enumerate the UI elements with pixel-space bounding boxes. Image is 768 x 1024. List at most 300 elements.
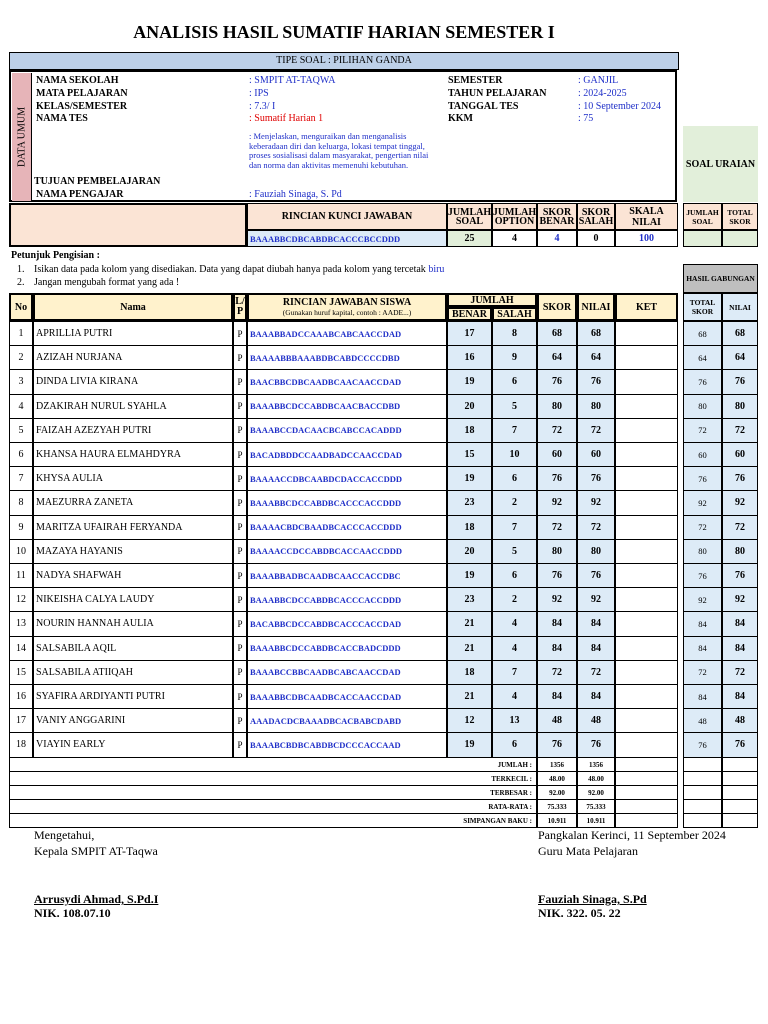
tanggal-label: TANGGAL TES	[448, 101, 519, 112]
cell-salah: 7	[492, 660, 537, 685]
cell-g-total: 72	[683, 660, 722, 685]
stat-label: TERBESAR :	[9, 785, 537, 800]
th-nama: Nama	[33, 293, 233, 321]
stat-g-total	[683, 757, 722, 772]
cell-no: 8	[9, 490, 33, 515]
cell-benar: 19	[447, 563, 492, 588]
cell-benar: 19	[447, 466, 492, 491]
stat-skor: 75.333	[537, 799, 577, 814]
tipe-soal-banner: TIPE SOAL : PILIHAN GANDA	[9, 52, 679, 70]
cell-skor: 80	[537, 539, 577, 564]
semester-label: SEMESTER	[448, 75, 503, 86]
cell-nilai: 92	[577, 587, 615, 612]
th-jumlah: JUMLAH	[447, 293, 537, 307]
cell-nilai: 84	[577, 611, 615, 636]
cell-skor: 72	[537, 515, 577, 540]
cell-nilai: 76	[577, 369, 615, 394]
cell-jawaban[interactable]: BAAABBCDCCABDBCAACBACCDBD	[247, 394, 447, 419]
cell-nama[interactable]: MAZAYA HAYANIS	[33, 539, 233, 564]
stat-ket	[615, 771, 678, 786]
cell-lp[interactable]: P	[233, 587, 247, 612]
cell-g-nilai: 76	[722, 732, 758, 757]
cell-nama[interactable]: NIKEISHA CALYA LAUDY	[33, 587, 233, 612]
cell-jawaban[interactable]: BAAABBADCCAAABCABCAACCDAD	[247, 321, 447, 346]
cell-benar: 20	[447, 539, 492, 564]
cell-benar: 21	[447, 636, 492, 661]
cell-salah: 13	[492, 708, 537, 733]
cell-benar: 18	[447, 660, 492, 685]
cell-lp[interactable]: P	[233, 611, 247, 636]
cell-benar: 17	[447, 321, 492, 346]
cell-g-nilai: 68	[722, 321, 758, 346]
cell-nilai: 68	[577, 321, 615, 346]
cell-no: 4	[9, 394, 33, 419]
semester-value[interactable]: : GANJIL	[578, 75, 619, 86]
stat-g-total	[683, 813, 722, 828]
cell-jawaban[interactable]: BAAAACBDCBAADBCACCCACCDDD	[247, 515, 447, 540]
cell-no: 18	[9, 732, 33, 757]
cell-nilai: 72	[577, 515, 615, 540]
h-jumlah-option: JUMLAH OPTION	[492, 203, 537, 230]
cell-benar: 16	[447, 345, 492, 370]
stat-g-nilai	[722, 785, 758, 800]
cell-nama[interactable]: AZIZAH NURJANA	[33, 345, 233, 370]
cell-g-total: 92	[683, 587, 722, 612]
stat-g-nilai	[722, 757, 758, 772]
th-lp: L/ P	[233, 293, 247, 321]
h-skala-nilai: SKALA NILAI	[615, 203, 678, 230]
cell-no: 17	[9, 708, 33, 733]
nama-tes-value[interactable]: : Sumatif Harian 1	[249, 113, 324, 124]
cell-salah: 8	[492, 321, 537, 346]
cell-benar: 18	[447, 515, 492, 540]
cell-benar: 21	[447, 611, 492, 636]
cell-no: 3	[9, 369, 33, 394]
cell-g-nilai: 84	[722, 611, 758, 636]
cell-nama[interactable]: VIAYIN EARLY	[33, 732, 233, 757]
cell-nilai: 80	[577, 539, 615, 564]
cell-ket[interactable]	[615, 442, 678, 467]
cell-g-nilai: 76	[722, 466, 758, 491]
soal-uraian-label: SOAL URAIAN	[683, 126, 758, 202]
cell-ket[interactable]	[615, 466, 678, 491]
cell-skor: 64	[537, 345, 577, 370]
cell-skor: 92	[537, 490, 577, 515]
kunci-spacer	[9, 203, 247, 247]
cell-ket[interactable]	[615, 369, 678, 394]
cell-lp[interactable]: P	[233, 466, 247, 491]
cell-skor: 92	[537, 587, 577, 612]
uraian-h-jumlah-soal: JUMLAH SOAL	[683, 203, 722, 230]
petunjuk-1	[34, 264, 444, 275]
cell-nama[interactable]: SALSABILA ATIIQAH	[33, 660, 233, 685]
sig-right-line2: Guru Mata Pelajaran	[538, 844, 638, 858]
stat-label: TERKECIL :	[9, 771, 537, 786]
cell-nama[interactable]: SALSABILA AQIL	[33, 636, 233, 661]
sig-left-name: Arrusydi Ahmad, S.Pd.I	[34, 892, 159, 906]
petunjuk-1-blue: biru	[428, 264, 445, 275]
cell-lp[interactable]: P	[233, 369, 247, 394]
pengajar-label: NAMA PENGAJAR	[36, 189, 124, 200]
cell-nilai: 76	[577, 466, 615, 491]
cell-benar: 21	[447, 684, 492, 709]
cell-g-nilai: 84	[722, 684, 758, 709]
sig-left-nik: NIK. 108.07.10	[34, 906, 111, 920]
cell-ket[interactable]	[615, 321, 678, 346]
cell-jawaban[interactable]: BAAABCBDBCABDBCDCCCACCAAD	[247, 732, 447, 757]
th-rincian-title: RINCIAN JAWABAN SISWA	[282, 297, 412, 308]
petunjuk-2-text: Jangan mengubah format yang ada !	[34, 277, 180, 288]
cell-benar: 19	[447, 369, 492, 394]
cell-skor: 68	[537, 321, 577, 346]
cell-no: 10	[9, 539, 33, 564]
cell-ket[interactable]	[615, 490, 678, 515]
stat-ket	[615, 785, 678, 800]
cell-nilai: 48	[577, 708, 615, 733]
th-g-total-skor: TOTAL SKOR	[683, 293, 722, 321]
cell-lp[interactable]: P	[233, 490, 247, 515]
cell-jawaban[interactable]: BAAABCCBBCAADBCABCAACCDAD	[247, 660, 447, 685]
cell-no: 16	[9, 684, 33, 709]
uraian-h-total-skor: TOTAL SKOR	[722, 203, 758, 230]
cell-lp[interactable]: P	[233, 394, 247, 419]
cell-skor: 72	[537, 660, 577, 685]
cell-salah: 4	[492, 611, 537, 636]
hasil-gabungan-label: HASIL GABUNGAN	[683, 264, 758, 293]
cell-salah: 9	[492, 345, 537, 370]
th-g-nilai: NILAI	[722, 293, 758, 321]
cell-lp[interactable]: P	[233, 563, 247, 588]
cell-ket[interactable]	[615, 636, 678, 661]
jumlah-soal-value: 25	[447, 230, 492, 247]
kkm-value[interactable]: : 75	[578, 113, 594, 124]
cell-lp[interactable]: P	[233, 321, 247, 346]
cell-salah: 6	[492, 732, 537, 757]
data-umum-sidebar	[12, 73, 32, 201]
sig-right-name: Fauziah Sinaga, S.Pd	[538, 892, 647, 906]
cell-lp[interactable]: P	[233, 732, 247, 757]
cell-nama[interactable]: KHANSA HAURA ELMAHDYRA	[33, 442, 233, 467]
cell-jawaban[interactable]: BAAABBCDCCABDBCACCBADCDDD	[247, 636, 447, 661]
cell-ket[interactable]	[615, 708, 678, 733]
cell-no: 6	[9, 442, 33, 467]
cell-benar: 15	[447, 442, 492, 467]
tahun-label: TAHUN PELAJARAN	[448, 88, 547, 99]
stat-ket	[615, 757, 678, 772]
tanggal-value[interactable]: : 10 September 2024	[578, 101, 662, 112]
cell-nilai: 92	[577, 490, 615, 515]
cell-nama[interactable]: VANIY ANGGARINI	[33, 708, 233, 733]
th-rincian	[247, 293, 447, 321]
stat-label: RATA-RATA :	[9, 799, 537, 814]
cell-nama[interactable]: MARITZA UFAIRAH FERYANDA	[33, 515, 233, 540]
cell-g-nilai: 92	[722, 587, 758, 612]
stat-g-total	[683, 771, 722, 786]
cell-g-total: 64	[683, 345, 722, 370]
stat-skor: 10.911	[537, 813, 577, 828]
cell-nama[interactable]: DINDA LIVIA KIRANA	[33, 369, 233, 394]
cell-skor: 76	[537, 732, 577, 757]
cell-g-nilai: 76	[722, 563, 758, 588]
sig-left-line1: Mengetahui,	[34, 828, 95, 842]
stat-g-total	[683, 785, 722, 800]
sig-right-nik: NIK. 322. 05. 22	[538, 906, 621, 920]
kunci-label: RINCIAN KUNCI JAWABAN	[247, 203, 447, 230]
cell-ket[interactable]	[615, 515, 678, 540]
uraian-total-skor-input[interactable]	[722, 230, 758, 247]
sig-right-line1: Pangkalan Kerinci, 11 September 2024	[538, 828, 726, 842]
cell-benar: 23	[447, 490, 492, 515]
stat-nilai: 10.911	[577, 813, 615, 828]
cell-g-nilai: 80	[722, 394, 758, 419]
cell-skor: 48	[537, 708, 577, 733]
th-skor: SKOR	[537, 293, 577, 321]
kelas-value[interactable]: : 7.3/ I	[249, 101, 276, 112]
cell-g-total: 60	[683, 442, 722, 467]
cell-benar: 18	[447, 418, 492, 443]
cell-ket[interactable]	[615, 345, 678, 370]
th-rincian-sub: (Gunakan huruf kapital, contoh : AADE...)	[282, 308, 412, 317]
cell-jawaban[interactable]: BACABBCDCCABDBCACCCACCDAD	[247, 611, 447, 636]
cell-salah: 2	[492, 587, 537, 612]
cell-no: 12	[9, 587, 33, 612]
cell-g-total: 48	[683, 708, 722, 733]
cell-no: 11	[9, 563, 33, 588]
th-no: No	[9, 293, 33, 321]
cell-salah: 2	[492, 490, 537, 515]
cell-lp[interactable]: P	[233, 660, 247, 685]
cell-nama[interactable]: MAEZURRA ZANETA	[33, 490, 233, 515]
cell-no: 15	[9, 660, 33, 685]
cell-skor: 84	[537, 684, 577, 709]
stat-nilai: 1356	[577, 757, 615, 772]
nama-sekolah-value[interactable]: : SMPIT AT-TAQWA	[249, 75, 336, 86]
cell-salah: 6	[492, 369, 537, 394]
mapel-label: MATA PELAJARAN	[36, 88, 128, 99]
tujuan-label: TUJUAN PEMBELAJARAN	[34, 176, 161, 187]
stat-g-nilai	[722, 799, 758, 814]
data-umum-label: DATA UMUM	[16, 106, 27, 168]
cell-salah: 5	[492, 394, 537, 419]
tujuan-value[interactable]: : Menjelaskan, menguraikan dan menganalisis keberadaan diri dan keluarga, lokasi tempat tinggal, proses sosialisasi dalam masyarakat, pengertian nilai dan norma dan aktivitas memenuhi kebutuhan.	[249, 131, 429, 170]
cell-salah: 10	[492, 442, 537, 467]
cell-ket[interactable]	[615, 611, 678, 636]
cell-g-total: 92	[683, 490, 722, 515]
cell-salah: 6	[492, 563, 537, 588]
stat-nilai: 92.00	[577, 785, 615, 800]
sig-left-line2: Kepala SMPIT AT-Taqwa	[34, 844, 158, 858]
cell-salah: 6	[492, 466, 537, 491]
stat-skor: 48.00	[537, 771, 577, 786]
cell-g-total: 80	[683, 394, 722, 419]
cell-nama[interactable]: SYAFIRA ARDIYANTI PUTRI	[33, 684, 233, 709]
skor-benar-value[interactable]: 4	[537, 230, 577, 247]
stat-skor: 92.00	[537, 785, 577, 800]
stat-nilai: 48.00	[577, 771, 615, 786]
pengajar-value[interactable]: : Fauziah Sinaga, S. Pd	[249, 189, 342, 200]
cell-g-total: 76	[683, 563, 722, 588]
stat-label: SIMPANGAN BAKU :	[9, 813, 537, 828]
cell-g-total: 76	[683, 466, 722, 491]
cell-g-nilai: 84	[722, 636, 758, 661]
cell-no: 7	[9, 466, 33, 491]
cell-skor: 72	[537, 418, 577, 443]
h-skor-benar: SKOR BENAR	[537, 203, 577, 230]
cell-jawaban[interactable]: BACADBDDCCAADBADCCAACCDAD	[247, 442, 447, 467]
cell-g-nilai: 48	[722, 708, 758, 733]
cell-jawaban[interactable]: BAAABBCDCCABDBCACCCACCDDD	[247, 490, 447, 515]
stat-skor: 1356	[537, 757, 577, 772]
cell-ket[interactable]	[615, 684, 678, 709]
cell-nama[interactable]: DZAKIRAH NURUL SYAHLA	[33, 394, 233, 419]
cell-g-total: 68	[683, 321, 722, 346]
cell-g-total: 76	[683, 732, 722, 757]
cell-jawaban[interactable]: BAAAACCDCCABDBCACCAACCDDD	[247, 539, 447, 564]
cell-salah: 5	[492, 539, 537, 564]
cell-jawaban[interactable]: BAAABBADBCAADBCAACCACCDBC	[247, 563, 447, 588]
skor-salah-value[interactable]: 0	[577, 230, 615, 247]
cell-skor: 84	[537, 636, 577, 661]
cell-g-nilai: 64	[722, 345, 758, 370]
petunjuk-1-text: Isikan data pada kolom yang disediakan. Data yang dapat diubah hanya pada kolom yang tercetak	[34, 264, 429, 275]
stat-g-nilai	[722, 771, 758, 786]
th-ket: KET	[615, 293, 678, 321]
cell-g-total: 84	[683, 636, 722, 661]
th-nilai: NILAI	[577, 293, 615, 321]
cell-no: 2	[9, 345, 33, 370]
cell-jawaban[interactable]: BAAABCCDACAACBCABCCACADDD	[247, 418, 447, 443]
cell-nilai: 80	[577, 394, 615, 419]
cell-nama[interactable]: NADYA SHAFWAH	[33, 563, 233, 588]
cell-jawaban[interactable]: BAACBBCDBCAADBCAACAACCDAD	[247, 369, 447, 394]
cell-salah: 7	[492, 418, 537, 443]
cell-benar: 20	[447, 394, 492, 419]
cell-ket[interactable]	[615, 418, 678, 443]
cell-lp[interactable]: P	[233, 539, 247, 564]
cell-g-nilai: 72	[722, 515, 758, 540]
stat-ket	[615, 813, 678, 828]
cell-nilai: 76	[577, 732, 615, 757]
cell-salah: 7	[492, 515, 537, 540]
cell-salah: 4	[492, 636, 537, 661]
cell-g-nilai: 76	[722, 369, 758, 394]
cell-ket[interactable]	[615, 587, 678, 612]
cell-g-total: 84	[683, 684, 722, 709]
cell-benar: 23	[447, 587, 492, 612]
cell-lp[interactable]: P	[233, 418, 247, 443]
stat-g-total	[683, 799, 722, 814]
cell-g-total: 76	[683, 369, 722, 394]
petunjuk-2-num: 2.	[17, 277, 25, 288]
cell-g-nilai: 72	[722, 660, 758, 685]
cell-lp[interactable]: P	[233, 636, 247, 661]
cell-nilai: 64	[577, 345, 615, 370]
cell-jawaban[interactable]: BAAABBCDCCABDBCACCCACCDDD	[247, 587, 447, 612]
cell-skor: 80	[537, 394, 577, 419]
petunjuk-1-num: 1.	[17, 264, 25, 275]
cell-nama[interactable]: FAIZAH AZEZYAH PUTRI	[33, 418, 233, 443]
cell-nama[interactable]: KHYSA AULIA	[33, 466, 233, 491]
th-salah: SALAH	[492, 307, 537, 321]
cell-skor: 84	[537, 611, 577, 636]
mapel-value[interactable]: : IPS	[249, 88, 269, 99]
tahun-value[interactable]: : 2024-2025	[578, 88, 627, 99]
cell-lp[interactable]: P	[233, 515, 247, 540]
cell-g-nilai: 92	[722, 490, 758, 515]
cell-no: 9	[9, 515, 33, 540]
cell-benar: 19	[447, 732, 492, 757]
h-skor-salah: SKOR SALAH	[577, 203, 615, 230]
cell-nilai: 84	[577, 636, 615, 661]
nama-sekolah-label: NAMA SEKOLAH	[36, 75, 119, 86]
cell-g-total: 72	[683, 515, 722, 540]
cell-g-nilai: 60	[722, 442, 758, 467]
jumlah-option-value[interactable]: 4	[492, 230, 537, 247]
cell-no: 13	[9, 611, 33, 636]
cell-lp[interactable]: P	[233, 442, 247, 467]
kkm-label: KKM	[448, 113, 473, 124]
stat-nilai: 75.333	[577, 799, 615, 814]
cell-nilai: 76	[577, 563, 615, 588]
cell-g-total: 84	[683, 611, 722, 636]
cell-jawaban[interactable]: AAADACDCBAAADBCACBABCDABD	[247, 708, 447, 733]
cell-g-total: 80	[683, 539, 722, 564]
stat-ket	[615, 799, 678, 814]
kelas-label: KELAS/SEMESTER	[36, 101, 128, 112]
cell-nama[interactable]: APRILLIA PUTRI	[33, 321, 233, 346]
cell-skor: 76	[537, 466, 577, 491]
cell-lp[interactable]: P	[233, 708, 247, 733]
th-benar: BENAR	[447, 307, 492, 321]
stat-g-nilai	[722, 813, 758, 828]
stat-label: JUMLAH :	[9, 757, 537, 772]
kunci-value[interactable]: BAAABBCDBCABDBCACCCBCCDDD	[247, 230, 447, 247]
cell-benar: 12	[447, 708, 492, 733]
cell-no: 14	[9, 636, 33, 661]
page-title: ANALISIS HASIL SUMATIF HARIAN SEMESTER I	[133, 22, 555, 42]
cell-nilai: 72	[577, 660, 615, 685]
cell-ket[interactable]	[615, 563, 678, 588]
uraian-jumlah-soal-input[interactable]	[683, 230, 722, 247]
cell-skor: 76	[537, 369, 577, 394]
cell-no: 1	[9, 321, 33, 346]
cell-ket[interactable]	[615, 539, 678, 564]
cell-ket[interactable]	[615, 660, 678, 685]
cell-ket[interactable]	[615, 732, 678, 757]
cell-lp[interactable]: P	[233, 684, 247, 709]
cell-lp[interactable]: P	[233, 345, 247, 370]
cell-nilai: 72	[577, 418, 615, 443]
cell-g-nilai: 72	[722, 418, 758, 443]
cell-jawaban[interactable]: BAAAABBBAAABDBCABDCCCCDBD	[247, 345, 447, 370]
cell-jawaban[interactable]: BAAABBCDBCAADBCACCAACCDAD	[247, 684, 447, 709]
cell-no: 5	[9, 418, 33, 443]
cell-nilai: 60	[577, 442, 615, 467]
cell-jawaban[interactable]: BAAAACCDBCAABDCDACCACCDDD	[247, 466, 447, 491]
cell-ket[interactable]	[615, 394, 678, 419]
cell-salah: 4	[492, 684, 537, 709]
h-jumlah-soal: JUMLAH SOAL	[447, 203, 492, 230]
cell-skor: 60	[537, 442, 577, 467]
petunjuk-title: Petunjuk Pengisian :	[11, 250, 100, 261]
cell-g-total: 72	[683, 418, 722, 443]
skala-nilai-value[interactable]: 100	[615, 230, 678, 247]
cell-nilai: 84	[577, 684, 615, 709]
nama-tes-label: NAMA TES	[36, 113, 88, 124]
cell-skor: 76	[537, 563, 577, 588]
cell-g-nilai: 80	[722, 539, 758, 564]
cell-nama[interactable]: NOURIN HANNAH AULIA	[33, 611, 233, 636]
